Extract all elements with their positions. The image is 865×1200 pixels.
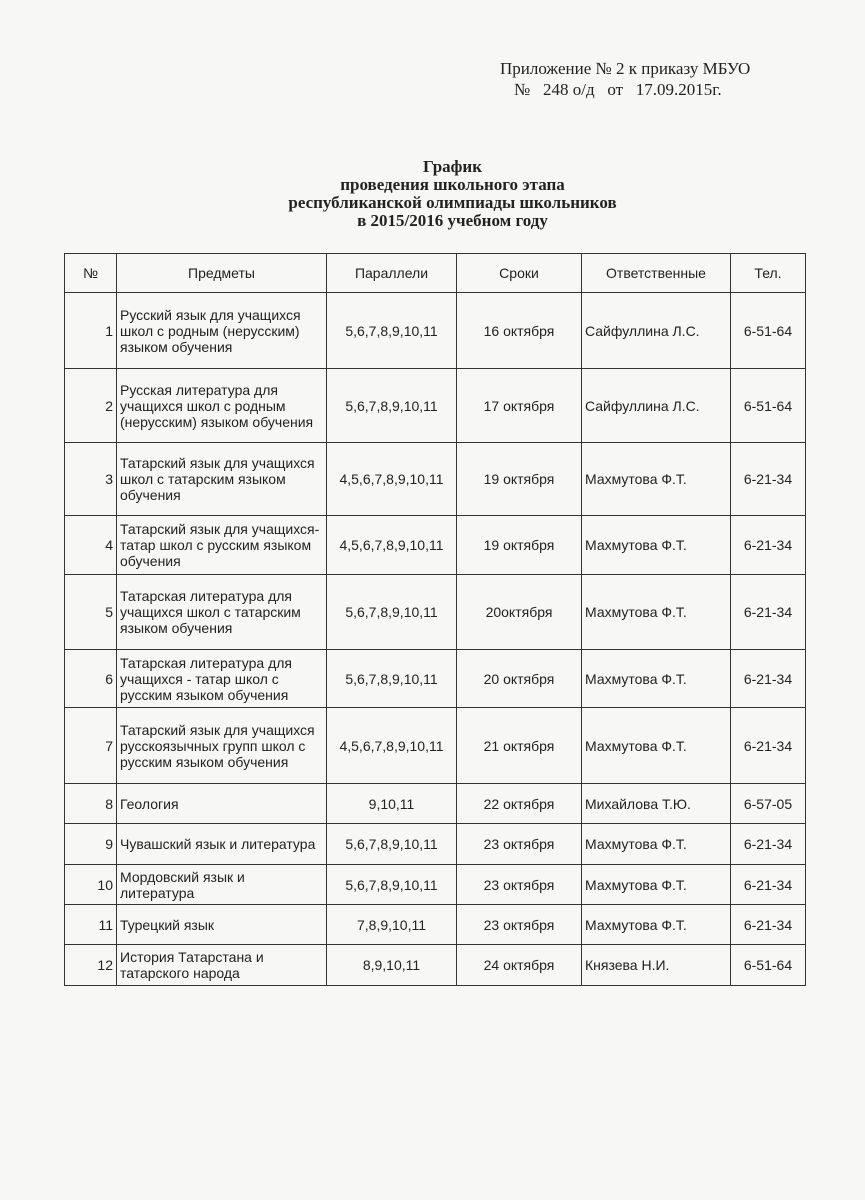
row-phone: 6-57-05 [731,784,806,824]
header-dates: Сроки [457,254,582,293]
row-parallels: 4,5,6,7,8,9,10,11 [327,516,457,575]
row-date: 23 октября [457,824,582,865]
row-subject: Чувашский язык и литература [117,824,327,865]
row-parallels: 5,6,7,8,9,10,11 [327,650,457,708]
row-num: 5 [65,575,117,650]
order-reference [500,58,800,100]
table-row [65,784,806,824]
row-subject: Русская литература для учащихся школ с родным (нерусским) языком обучения [117,369,327,443]
table-row [65,650,806,708]
order-reference-line1: Приложение № 2 к приказу МБУО [500,59,751,78]
row-phone: 6-21-34 [731,708,806,784]
row-num: 6 [65,650,117,708]
row-phone: 6-21-34 [731,905,806,945]
row-date: 23 октября [457,905,582,945]
row-num: 4 [65,516,117,575]
row-parallels: 7,8,9,10,11 [327,905,457,945]
row-responsible: Махмутова Ф.Т. [582,650,731,708]
table-row [65,443,806,516]
header-parallels: Параллели [327,254,457,293]
table-row [65,369,806,443]
table-row [65,865,806,905]
row-phone: 6-51-64 [731,293,806,369]
row-date: 19 октября [457,516,582,575]
table-row [65,293,806,369]
table-row [65,905,806,945]
row-date: 24 октября [457,945,582,986]
row-parallels: 8,9,10,11 [327,945,457,986]
row-subject: Татарский язык для учащихся-татар школ с русским языком обучения [117,516,327,575]
row-phone: 6-21-34 [731,443,806,516]
row-subject: Татарская литература для учащихся - татар школ с русским языком обучения [117,650,327,708]
row-num: 3 [65,443,117,516]
row-date: 19 октября [457,443,582,516]
row-subject: Татарский язык для учащихся школ с татарским языком обучения [117,443,327,516]
row-subject: Татарская литература для учащихся школ с татарским языком обучения [117,575,327,650]
row-date: 21 октября [457,708,582,784]
row-parallels: 5,6,7,8,9,10,11 [327,575,457,650]
row-num: 7 [65,708,117,784]
row-phone: 6-51-64 [731,945,806,986]
table-row [65,824,806,865]
row-responsible: Сайфуллина Л.С. [582,369,731,443]
row-phone: 6-21-34 [731,865,806,905]
row-num: 12 [65,945,117,986]
row-phone: 6-21-34 [731,650,806,708]
row-responsible: Михайлова Т.Ю. [582,784,731,824]
table-row [65,708,806,784]
row-responsible: Сайфуллина Л.С. [582,293,731,369]
row-subject: Турецкий язык [117,905,327,945]
table-row [65,516,806,575]
row-responsible: Махмутова Ф.Т. [582,905,731,945]
row-subject: История Татарстана и татарского народа [117,945,327,986]
row-parallels: 5,6,7,8,9,10,11 [327,865,457,905]
row-date: 20октября [457,575,582,650]
row-responsible: Махмутова Ф.Т. [582,824,731,865]
row-phone: 6-21-34 [731,516,806,575]
row-date: 22 октября [457,784,582,824]
row-subject: Геология [117,784,327,824]
row-responsible: Махмутова Ф.Т. [582,516,731,575]
row-responsible: Махмутова Ф.Т. [582,575,731,650]
row-subject: Татарский язык для учащихся русскоязычных групп школ с русским языком обучения [117,708,327,784]
row-responsible: Махмутова Ф.Т. [582,865,731,905]
table-row [65,575,806,650]
header-phone: Тел. [731,254,806,293]
row-num: 1 [65,293,117,369]
row-responsible: Махмутова Ф.Т. [582,443,731,516]
row-parallels: 5,6,7,8,9,10,11 [327,824,457,865]
table-row [65,945,806,986]
row-parallels: 4,5,6,7,8,9,10,11 [327,708,457,784]
row-subject: Мордовский язык и литература [117,865,327,905]
row-parallels: 9,10,11 [327,784,457,824]
title-line4: в 2015/2016 учебном году [357,211,548,230]
row-num: 11 [65,905,117,945]
row-date: 23 октября [457,865,582,905]
row-subject: Русский язык для учащихся школ с родным (нерусским) языком обучения [117,293,327,369]
row-parallels: 4,5,6,7,8,9,10,11 [327,443,457,516]
header-responsible: Ответственные [582,254,731,293]
row-phone: 6-21-34 [731,575,806,650]
header-num: № [65,254,117,293]
row-responsible: Князева Н.И. [582,945,731,986]
row-num: 2 [65,369,117,443]
row-num: 10 [65,865,117,905]
row-date: 17 октября [457,369,582,443]
row-responsible: Махмутова Ф.Т. [582,708,731,784]
row-date: 20 октября [457,650,582,708]
row-parallels: 5,6,7,8,9,10,11 [327,293,457,369]
order-reference-line2: № 248 о/д от 17.09.2015г. [514,80,722,99]
title-line2: проведения школьного этапа [340,175,565,194]
olympiad-schedule-table [64,253,806,986]
title-line1: График [422,157,483,176]
row-date: 16 октября [457,293,582,369]
row-num: 8 [65,784,117,824]
row-num: 9 [65,824,117,865]
title-line3: республиканской олимпиады школьников [288,193,617,212]
header-subject: Предметы [117,254,327,293]
row-parallels: 5,6,7,8,9,10,11 [327,369,457,443]
row-phone: 6-21-34 [731,824,806,865]
table-header-row [65,254,806,293]
document-title [0,158,865,230]
row-phone: 6-51-64 [731,369,806,443]
